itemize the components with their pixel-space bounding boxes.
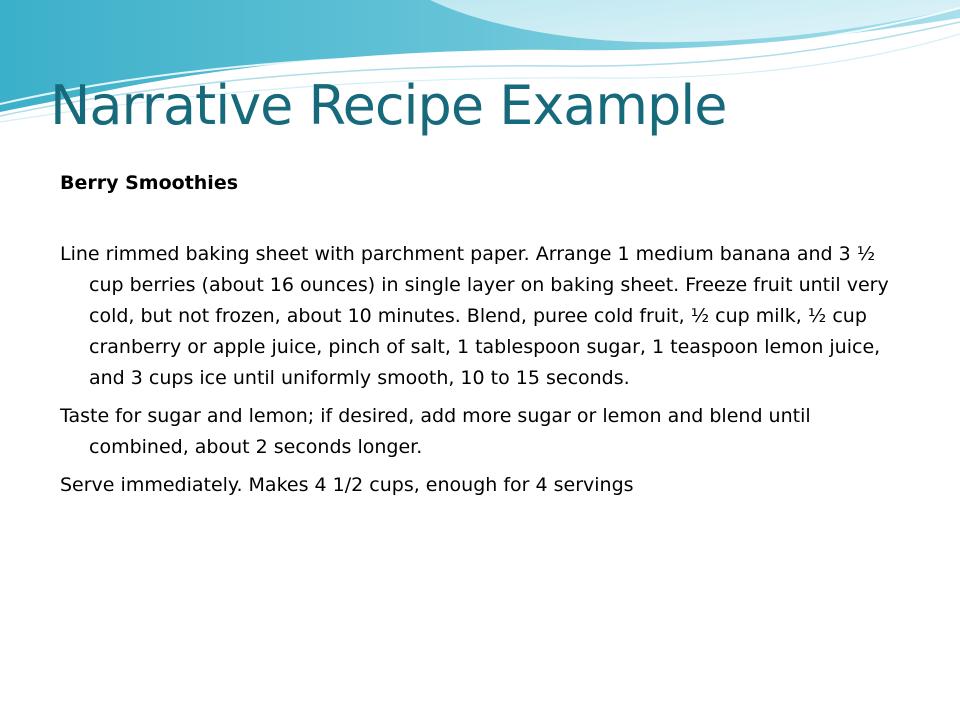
instruction-paragraph: Serve immediately. Makes 4 1/2 cups, enough for 4 servings: [60, 474, 634, 496]
slide-title: Narrative Recipe Example: [50, 74, 727, 137]
slide-body: [60, 167, 910, 501]
instruction-paragraph: Taste for sugar and lemon; if desired, add more sugar or lemon and blend until combined, about 2 seconds longer.: [60, 405, 811, 458]
recipe-name: Berry Smoothies: [60, 172, 239, 194]
instruction-paragraph: Line rimmed baking sheet with parchment paper. Arrange 1 medium banana and 3 ½ cup berries (about 16 ounces) in single layer on baking sheet. Freeze fruit until very cold, but not frozen, about 10 minutes. Blend, puree cold fruit, ½ cup milk, ½ cup cranberry or apple juice, pinch of salt, 1 tablespoon sugar, 1 teaspoon lemon juice, and 3 cups ice until uniformly smooth, 10 to 15 seconds.: [60, 243, 889, 389]
